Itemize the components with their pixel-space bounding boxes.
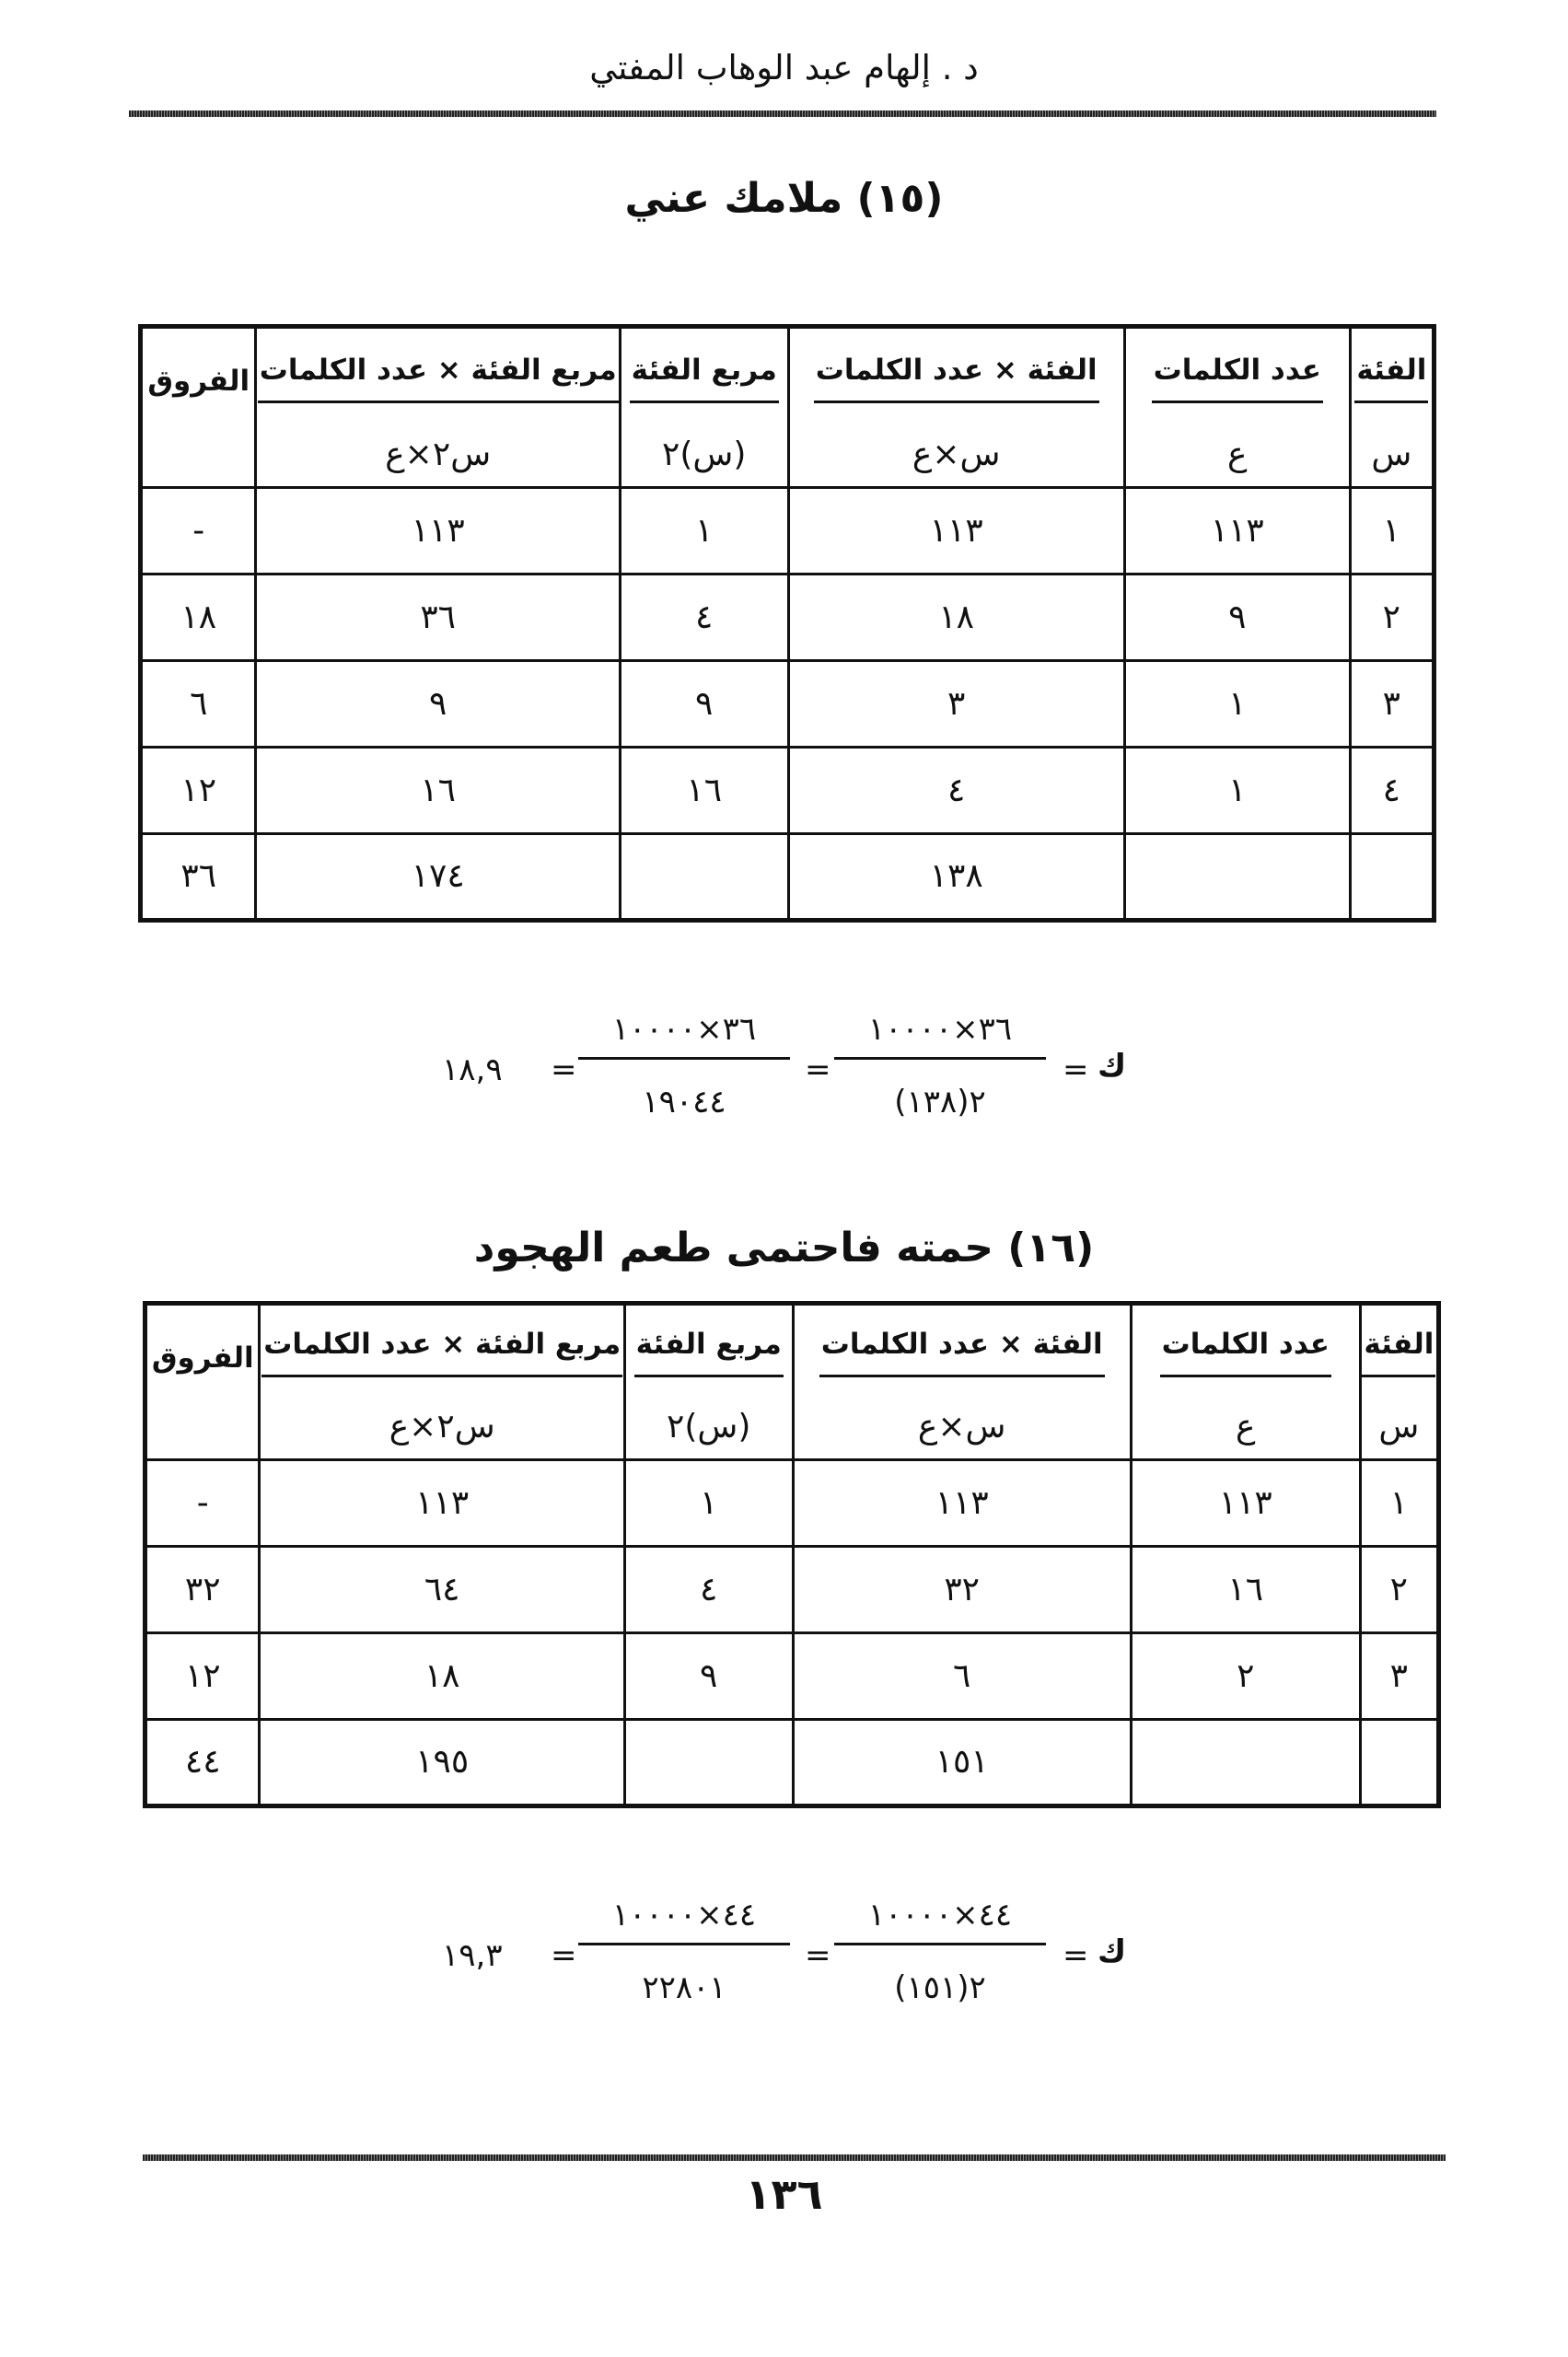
header-differences: الفروق <box>141 327 256 424</box>
table-cell: ١١٣ <box>788 488 1124 575</box>
header-symbol <box>141 424 256 488</box>
table-cell: ٩ <box>1124 575 1350 661</box>
header-category-square: مربع الفئة <box>624 1304 793 1396</box>
formula-equals: = <box>551 1051 577 1088</box>
header-symbol: س×ع <box>788 424 1124 488</box>
table-15 <box>138 324 1436 923</box>
table-total-row <box>145 1720 1439 1806</box>
table-cell: ٣٢ <box>793 1547 1131 1633</box>
table-cell: ٣ <box>788 661 1124 748</box>
header-symbol <box>145 1396 260 1460</box>
table-cell: ٢ <box>1131 1633 1360 1720</box>
table-cell: ١ <box>1360 1460 1438 1547</box>
table-cell: ١٨ <box>141 575 256 661</box>
header-symbol: (س)٢ <box>624 1396 793 1460</box>
table-cell <box>620 834 788 921</box>
table-cell: ١ <box>624 1460 793 1547</box>
table-cell: ١٦ <box>620 748 788 834</box>
formula-denominator: (١٣٨)٢ <box>894 1084 986 1120</box>
table-cell: ١١٣ <box>793 1460 1131 1547</box>
formula-fraction <box>834 1897 1046 2006</box>
table-cell <box>1360 1720 1438 1806</box>
table-cell: ١ <box>1350 488 1434 575</box>
table-cell: ٤٤ <box>145 1720 260 1806</box>
table-cell: ٩ <box>624 1633 793 1720</box>
table-cell: ١٧٤ <box>256 834 620 921</box>
formula-equals: = <box>805 1051 831 1088</box>
table-cell: ١٨ <box>260 1633 624 1720</box>
header-symbol: س <box>1360 1396 1438 1460</box>
table-cell: ٩ <box>620 661 788 748</box>
table-cell: ٩ <box>256 661 620 748</box>
table-cell: ٤ <box>1350 748 1434 834</box>
formula-equals: = <box>551 1937 577 1974</box>
table-row <box>145 1460 1439 1547</box>
header-symbol: س×ع <box>793 1396 1131 1460</box>
table-cell: ٣٦ <box>256 575 620 661</box>
table-cell: ١٨ <box>788 575 1124 661</box>
table-cell: ٦ <box>793 1633 1131 1720</box>
table-cell: ١٦ <box>256 748 620 834</box>
formula-equals: = <box>805 1937 831 1974</box>
formula-equals: = <box>1063 1937 1089 1974</box>
formula-fraction <box>578 1897 790 2006</box>
table-cell: ٢ <box>1350 575 1434 661</box>
formula-fraction <box>578 1011 790 1120</box>
table-cell: ١١٣ <box>256 488 620 575</box>
table-row <box>141 661 1434 748</box>
formula-result: ١٩,٣ <box>442 1937 503 1974</box>
table-cell: ٣ <box>1360 1633 1438 1720</box>
table-row <box>141 488 1434 575</box>
formula-result: ١٨,٩ <box>442 1051 503 1088</box>
table-total-row <box>141 834 1434 921</box>
formula-denominator: ٢٢٨٠١ <box>642 1969 726 2006</box>
table-cell <box>1124 834 1350 921</box>
formula-fraction <box>834 1011 1046 1120</box>
section-title: (١٦) حمته فاحتمى طعم الهجود <box>473 1225 1095 1271</box>
table-cell: ٤ <box>788 748 1124 834</box>
section-title: (١٥) ملامك عني <box>624 175 944 222</box>
table-cell: ٣ <box>1350 661 1434 748</box>
table-cell: ١٩٥ <box>260 1720 624 1806</box>
header-category-times-words: الفئة × عدد الكلمات <box>788 327 1124 424</box>
table-cell: ٣٦ <box>141 834 256 921</box>
header-differences: الفروق <box>145 1304 260 1396</box>
formula-equals: = <box>1063 1051 1089 1088</box>
formula-denominator: (١٥١)٢ <box>894 1969 986 2006</box>
table-cell: ١٢ <box>141 748 256 834</box>
table-16 <box>143 1301 1441 1808</box>
header-symbol: ع <box>1124 424 1350 488</box>
bottom-rule <box>143 2154 1446 2161</box>
table-cell: ٣٢ <box>145 1547 260 1633</box>
formula-lhs: ك <box>1098 1048 1127 1085</box>
table-row <box>141 575 1434 661</box>
formula-lhs: ك <box>1098 1933 1127 1970</box>
table-cell: ١ <box>1124 661 1350 748</box>
table-row <box>141 748 1434 834</box>
table-cell: - <box>145 1460 260 1547</box>
table-cell: ١٢ <box>145 1633 260 1720</box>
header-square-times-words: مربع الفئة × عدد الكلمات <box>260 1304 624 1396</box>
table-cell: ١ <box>620 488 788 575</box>
header-symbol: س٢×ع <box>256 424 620 488</box>
header-category: الفئة <box>1360 1304 1438 1396</box>
formula-numerator: ٣٦×١٠٠٠٠ <box>834 1011 1046 1060</box>
header-word-count: عدد الكلمات <box>1131 1304 1360 1396</box>
formula-numerator: ٤٤×١٠٠٠٠ <box>834 1897 1046 1945</box>
formula-16 <box>442 1897 1142 2035</box>
header-symbol: (س)٢ <box>620 424 788 488</box>
top-rule <box>129 110 1436 117</box>
table-cell: ٦٤ <box>260 1547 624 1633</box>
header-square-times-words: مربع الفئة × عدد الكلمات <box>256 327 620 424</box>
table-cell: ٤ <box>620 575 788 661</box>
running-head: د . إلهام عبد الوهاب المفتي <box>589 48 979 87</box>
table-row <box>145 1633 1439 1720</box>
header-symbol: س٢×ع <box>260 1396 624 1460</box>
table-cell: ٢ <box>1360 1547 1438 1633</box>
header-category-square: مربع الفئة <box>620 327 788 424</box>
table-cell <box>1131 1720 1360 1806</box>
header-category: الفئة <box>1350 327 1434 424</box>
formula-15 <box>442 1011 1142 1149</box>
page-number: ١٣٦ <box>745 2169 823 2219</box>
formula-numerator: ٣٦×١٠٠٠٠ <box>578 1011 790 1060</box>
table-cell: ١١٣ <box>1131 1460 1360 1547</box>
table-cell: ١١٣ <box>1124 488 1350 575</box>
header-category-times-words: الفئة × عدد الكلمات <box>793 1304 1131 1396</box>
table-cell: ٦ <box>141 661 256 748</box>
table-cell <box>1350 834 1434 921</box>
formula-denominator: ١٩٠٤٤ <box>642 1084 726 1120</box>
table-row <box>145 1547 1439 1633</box>
table-cell: ١١٣ <box>260 1460 624 1547</box>
header-symbol: ع <box>1131 1396 1360 1460</box>
table-cell: ١٦ <box>1131 1547 1360 1633</box>
header-word-count: عدد الكلمات <box>1124 327 1350 424</box>
table-cell: - <box>141 488 256 575</box>
header-symbol: س <box>1350 424 1434 488</box>
table-cell <box>624 1720 793 1806</box>
table-cell: ١ <box>1124 748 1350 834</box>
formula-numerator: ٤٤×١٠٠٠٠ <box>578 1897 790 1945</box>
table-cell: ١٥١ <box>793 1720 1131 1806</box>
table-cell: ٤ <box>624 1547 793 1633</box>
table-cell: ١٣٨ <box>788 834 1124 921</box>
